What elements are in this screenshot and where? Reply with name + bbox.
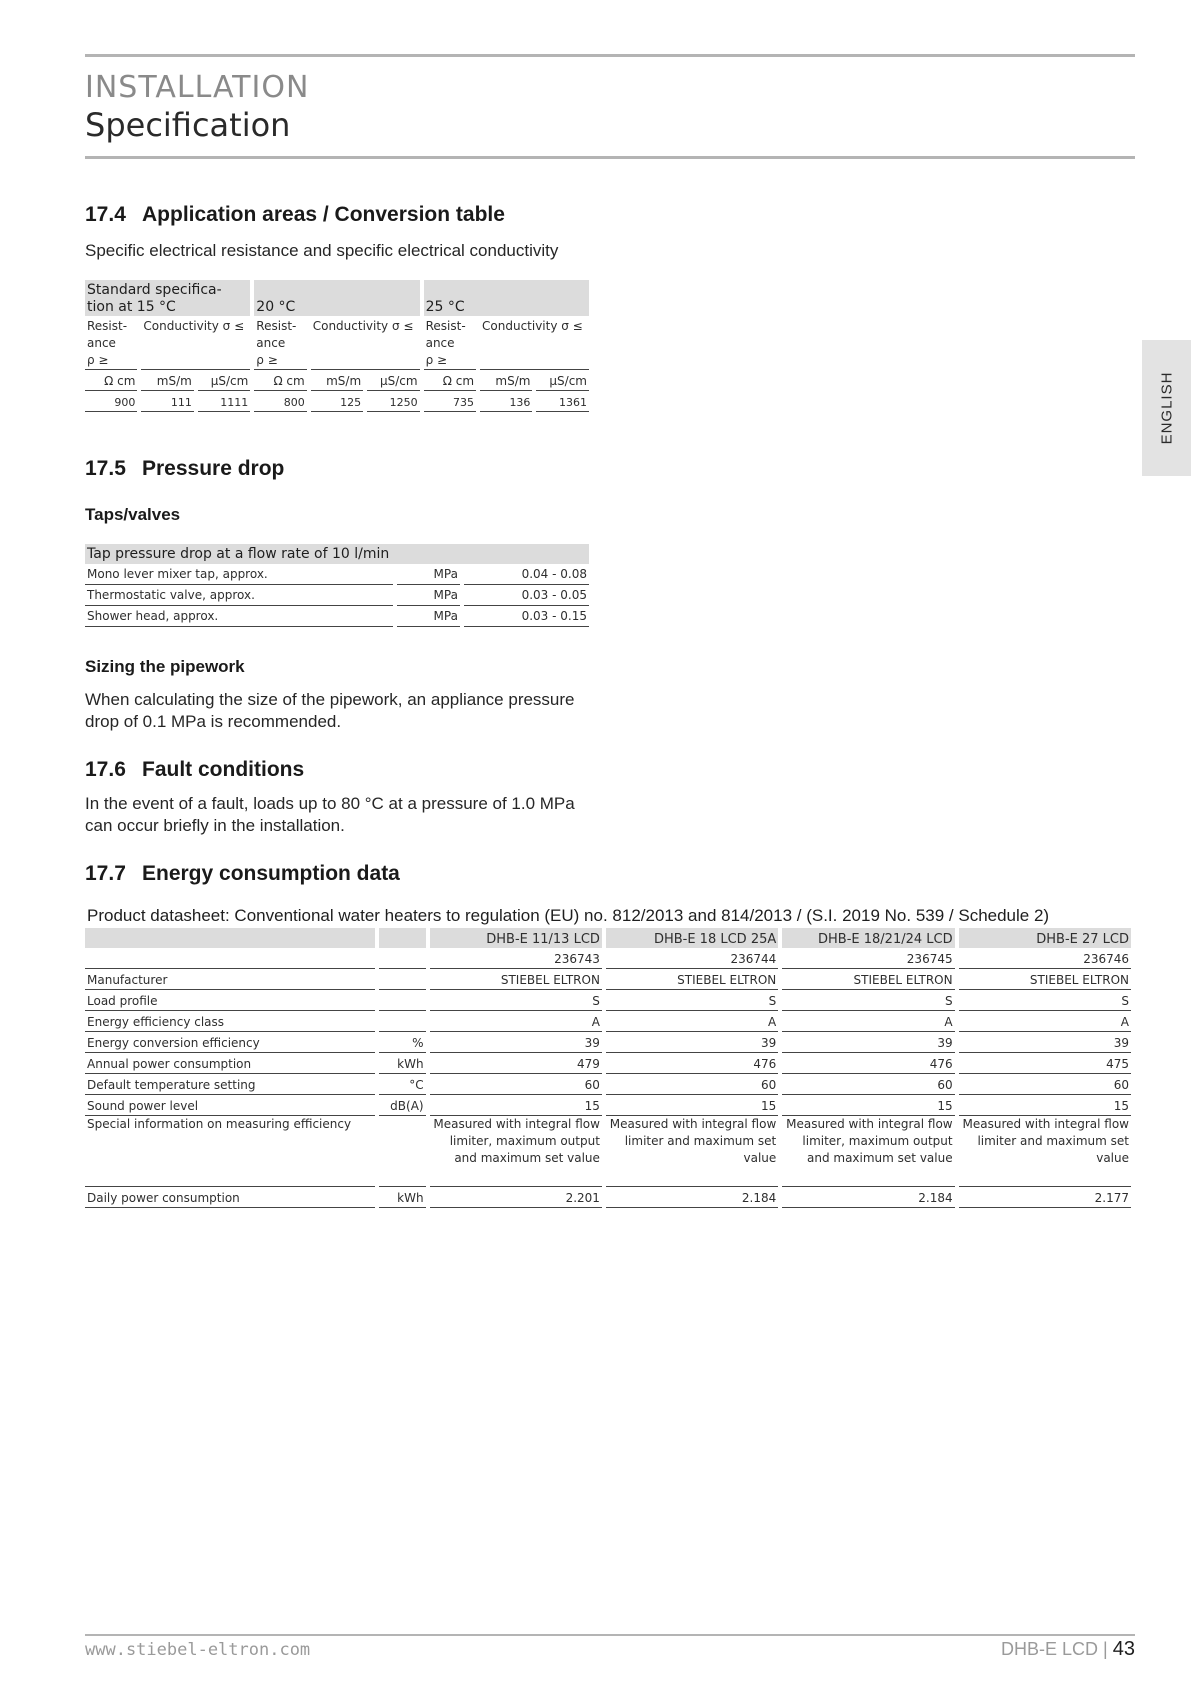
- energy-value: 2.184: [606, 1187, 778, 1208]
- pressure-unit: MPa: [397, 585, 460, 606]
- conv-unit-cell: µS/cm: [536, 370, 589, 391]
- heading-17-5-title: Pressure drop: [142, 457, 285, 480]
- energy-value: STIEBEL ELTRON: [782, 969, 954, 990]
- energy-value: A: [430, 1011, 602, 1032]
- table-row: [85, 1116, 1131, 1187]
- conv-head-cell: Standard specifica- tion at 15 °C: [85, 280, 250, 316]
- energy-value: 476: [782, 1053, 954, 1074]
- conv-label-cell: Resist- ance ρ ≥: [254, 316, 306, 370]
- energy-value: 60: [430, 1074, 602, 1095]
- energy-value: 479: [430, 1053, 602, 1074]
- conv-value-cell: 111: [141, 391, 193, 412]
- table-row: [85, 948, 1131, 969]
- footer-page-info: [1001, 1638, 1135, 1661]
- part-number: 236743: [430, 948, 602, 969]
- energy-value: 39: [782, 1032, 954, 1053]
- energy-label: Energy efficiency class: [85, 1011, 375, 1032]
- energy-value: 15: [782, 1095, 954, 1116]
- conv-label-cell: Conductivity σ ≤: [311, 316, 420, 370]
- energy-label: Special information on measuring efficiency: [85, 1116, 375, 1187]
- conv-value-cell: 900: [85, 391, 137, 412]
- conv-unit-cell: Ω cm: [85, 370, 137, 391]
- energy-value: S: [782, 990, 954, 1011]
- subheading-sizing-pipework: Sizing the pipework: [85, 657, 245, 676]
- pressure-value: 0.04 - 0.08: [464, 564, 589, 585]
- model-header: DHB-E 18 LCD 25A: [606, 928, 778, 948]
- pipework-paragraph: When calculating the size of the pipework, an appliance pressure drop of 0.1 MPa is recommended.: [85, 690, 575, 731]
- energy-unit: dB(A): [379, 1095, 426, 1116]
- energy-unit: kWh: [379, 1187, 426, 1208]
- page-number: 43: [1112, 1638, 1135, 1660]
- energy-table-caption: Product datasheet: Conventional water heaters to regulation (EU) no. 812/2013 and 814/2013 / (S.I. 2019 No. 539 / Schedule 2): [87, 906, 1050, 925]
- conv-value-cell: 136: [480, 391, 532, 412]
- energy-value: S: [606, 990, 778, 1011]
- conversion-label-row: [85, 316, 589, 370]
- energy-unit: [379, 969, 426, 990]
- pressure-head-row: [85, 544, 589, 564]
- energy-value: 476: [606, 1053, 778, 1074]
- conv-unit-cell: µS/cm: [367, 370, 419, 391]
- table-row: [85, 969, 1131, 990]
- conv-value-cell: 735: [424, 391, 476, 412]
- heading-17-7: [85, 862, 400, 886]
- conv-head-cell: 25 °C: [424, 280, 589, 316]
- pressure-label: Mono lever mixer tap, approx.: [85, 564, 393, 585]
- header-bottom-rule: [85, 156, 1135, 159]
- table-row: [85, 1053, 1131, 1074]
- energy-unit: [379, 1011, 426, 1032]
- energy-label: Daily power consumption: [85, 1187, 375, 1208]
- heading-17-6-title: Fault conditions: [142, 758, 305, 781]
- energy-value: 15: [430, 1095, 602, 1116]
- energy-unit: kWh: [379, 1053, 426, 1074]
- energy-value: 60: [782, 1074, 954, 1095]
- footer-doc-name: DHB-E LCD: [1001, 1639, 1099, 1659]
- pressure-unit: MPa: [397, 564, 460, 585]
- energy-value: Measured with integral flow limiter and maximum set value: [959, 1116, 1131, 1187]
- energy-value: S: [430, 990, 602, 1011]
- part-number: 236746: [959, 948, 1131, 969]
- model-header: DHB-E 27 LCD: [959, 928, 1131, 948]
- pressure-label: Shower head, approx.: [85, 606, 393, 627]
- subheading-taps-valves: Taps/valves: [85, 505, 181, 524]
- energy-label: Energy conversion efficiency: [85, 1032, 375, 1053]
- energy-value: Measured with integral flow limiter, maximum output and maximum set value: [782, 1116, 954, 1187]
- energy-head-blank: [85, 928, 375, 948]
- model-header: DHB-E 11/13 LCD: [430, 928, 602, 948]
- energy-unit: [379, 1116, 426, 1187]
- heading-17-5-number: 17.5: [85, 457, 126, 480]
- energy-unit: %: [379, 1032, 426, 1053]
- conversion-intro: Specific electrical resistance and specific electrical conductivity: [85, 241, 559, 260]
- conv-unit-cell: Ω cm: [424, 370, 476, 391]
- conv-value-cell: 800: [254, 391, 306, 412]
- energy-value: STIEBEL ELTRON: [606, 969, 778, 990]
- energy-value: 39: [959, 1032, 1131, 1053]
- conv-unit-cell: mS/m: [141, 370, 193, 391]
- conv-value-cell: 1111: [198, 391, 250, 412]
- heading-17-5: [85, 457, 284, 481]
- energy-label: Manufacturer: [85, 969, 375, 990]
- energy-value: Measured with integral flow limiter and maximum set value: [606, 1116, 778, 1187]
- conv-unit-cell: µS/cm: [198, 370, 250, 391]
- pressure-label: Thermostatic valve, approx.: [85, 585, 393, 606]
- conv-head-cell: 20 °C: [254, 280, 419, 316]
- heading-17-4: [85, 203, 505, 227]
- conv-label-cell: Resist- ance ρ ≥: [85, 316, 137, 370]
- model-header: DHB-E 18/21/24 LCD: [782, 928, 954, 948]
- conversion-table: [81, 280, 593, 412]
- energy-consumption-table: [81, 928, 1135, 1208]
- energy-value: 60: [959, 1074, 1131, 1095]
- energy-value: 2.184: [782, 1187, 954, 1208]
- energy-label: [85, 948, 375, 969]
- header-top-rule: [85, 54, 1135, 57]
- energy-head-row: [85, 928, 1131, 948]
- table-row: [85, 1187, 1131, 1208]
- conversion-units-row: [85, 370, 589, 391]
- energy-head-blank: [379, 928, 426, 948]
- table-row: [85, 1074, 1131, 1095]
- energy-unit: [379, 948, 426, 969]
- energy-value: 15: [959, 1095, 1131, 1116]
- conv-value-cell: 1361: [536, 391, 589, 412]
- pressure-value: 0.03 - 0.05: [464, 585, 589, 606]
- energy-value: Measured with integral flow limiter, maximum output and maximum set value: [430, 1116, 602, 1187]
- energy-value: 475: [959, 1053, 1131, 1074]
- heading-17-4-number: 17.4: [85, 203, 126, 226]
- energy-value: A: [606, 1011, 778, 1032]
- energy-value: 2.201: [430, 1187, 602, 1208]
- part-number: 236744: [606, 948, 778, 969]
- conv-unit-cell: mS/m: [311, 370, 363, 391]
- energy-value: 39: [430, 1032, 602, 1053]
- language-tab-label: ENGLISH: [1158, 371, 1175, 445]
- conversion-values-row: [85, 391, 589, 412]
- table-row: [85, 1095, 1131, 1116]
- energy-value: S: [959, 990, 1131, 1011]
- energy-label: Load profile: [85, 990, 375, 1011]
- page-title: Specification: [85, 106, 291, 144]
- conv-label-cell: Resist- ance ρ ≥: [424, 316, 476, 370]
- footer-rule: [85, 1634, 1135, 1636]
- energy-label: Annual power consumption: [85, 1053, 375, 1074]
- section-header: INSTALLATION: [85, 70, 310, 105]
- heading-17-7-title: Energy consumption data: [142, 862, 400, 885]
- heading-17-6-number: 17.6: [85, 758, 126, 781]
- energy-unit: [379, 990, 426, 1011]
- energy-value: A: [782, 1011, 954, 1032]
- energy-unit: °C: [379, 1074, 426, 1095]
- energy-value: 39: [606, 1032, 778, 1053]
- table-row: [85, 1011, 1131, 1032]
- table-row: [85, 1032, 1131, 1053]
- part-number: 236745: [782, 948, 954, 969]
- table-row: [85, 606, 589, 627]
- energy-value: 60: [606, 1074, 778, 1095]
- pressure-unit: MPa: [397, 606, 460, 627]
- conv-value-cell: 125: [311, 391, 363, 412]
- conv-label-cell: Conductivity σ ≤: [480, 316, 589, 370]
- table-row: [85, 564, 589, 585]
- energy-value: A: [959, 1011, 1131, 1032]
- conv-unit-cell: mS/m: [480, 370, 532, 391]
- energy-label: Default temperature setting: [85, 1074, 375, 1095]
- energy-value: 15: [606, 1095, 778, 1116]
- heading-17-4-title: Application areas / Conversion table: [142, 203, 505, 226]
- conv-unit-cell: Ω cm: [254, 370, 306, 391]
- conversion-head-row: [85, 280, 589, 316]
- energy-label: Sound power level: [85, 1095, 375, 1116]
- fault-paragraph: In the event of a fault, loads up to 80 °C at a pressure of 1.0 MPa can occur briefly in the installation.: [85, 794, 575, 835]
- energy-value: STIEBEL ELTRON: [430, 969, 602, 990]
- pressure-head-cell: Tap pressure drop at a flow rate of 10 l/min: [85, 544, 589, 564]
- footer-url[interactable]: www.stiebel-eltron.com: [85, 1640, 311, 1660]
- table-row: [85, 990, 1131, 1011]
- heading-17-7-number: 17.7: [85, 862, 126, 885]
- pressure-drop-table: [81, 544, 593, 627]
- heading-17-6: [85, 758, 304, 782]
- energy-value: STIEBEL ELTRON: [959, 969, 1131, 990]
- conv-label-cell: Conductivity σ ≤: [141, 316, 250, 370]
- footer-separator: |: [1103, 1639, 1108, 1659]
- energy-value: 2.177: [959, 1187, 1131, 1208]
- pressure-value: 0.03 - 0.15: [464, 606, 589, 627]
- table-row: [85, 585, 589, 606]
- language-tab[interactable]: [1142, 340, 1191, 476]
- conv-value-cell: 1250: [367, 391, 419, 412]
